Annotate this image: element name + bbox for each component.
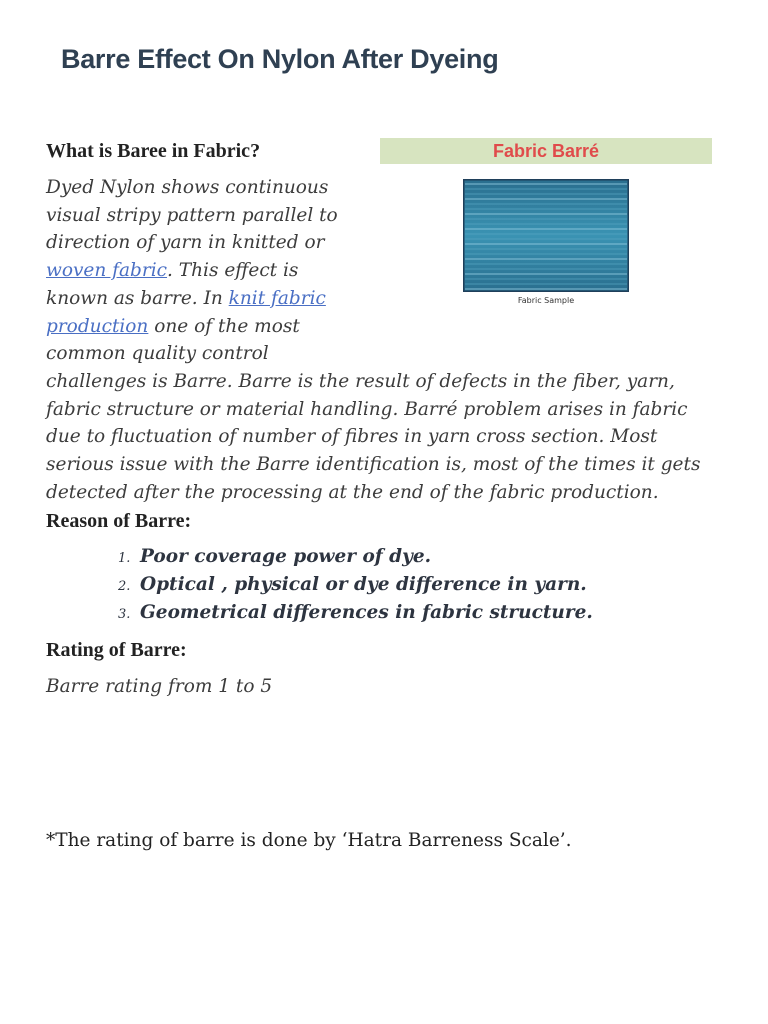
rating-text: Barre rating from 1 to 5 (46, 676, 273, 697)
definition-text-part-1: Dyed Nylon shows continuous visual stripy pattern parallel to direction of yarn in knitted or (46, 177, 338, 254)
barre-definition-paragraph (46, 174, 716, 506)
knit-fabric-production-link[interactable]: knit fabric production (46, 287, 326, 337)
list-item-text: Poor coverage power of dye. (140, 546, 432, 567)
footnote: *The rating of barre is done by ‘Hatra Barreness Scale’. (46, 830, 572, 851)
list-item (118, 572, 593, 600)
figure-caption: Fabric Sample (517, 296, 575, 305)
woven-fabric-link[interactable]: woven fabric (46, 260, 168, 282)
page-title: Barre Effect On Nylon After Dyeing (61, 44, 499, 74)
definition-text-part-3: one of the most common quality control challenges is Barre. Barre is the result of defects in the fiber, yarn, fabric structure or material handling. Barré problem arises in fabric due to fluctuation of number of fibres in yarn cross section. Most serious issue with the Barre identification is, most of the times it gets detected after the processing at the end of the fabric production. (46, 315, 701, 503)
reason-list (118, 544, 593, 628)
list-number: 2. (118, 579, 131, 594)
list-number: 3. (118, 607, 131, 622)
list-item (118, 544, 593, 572)
list-number: 1. (118, 551, 131, 566)
list-item-text: Geometrical differences in fabric structure. (140, 602, 593, 623)
heading-rating-of-barre: Rating of Barre: (46, 639, 187, 661)
list-item (118, 600, 593, 628)
heading-what-is-barre: What is Baree in Fabric? (46, 140, 261, 162)
heading-reason-of-barre: Reason of Barre: (46, 510, 192, 532)
figure-banner: Fabric Barré (380, 138, 712, 164)
fabric-barre-figure (380, 138, 712, 305)
list-item-text: Optical , physical or dye difference in yarn. (140, 574, 587, 595)
definition-text-part-2: . This effect is known as barre. In (46, 260, 299, 309)
